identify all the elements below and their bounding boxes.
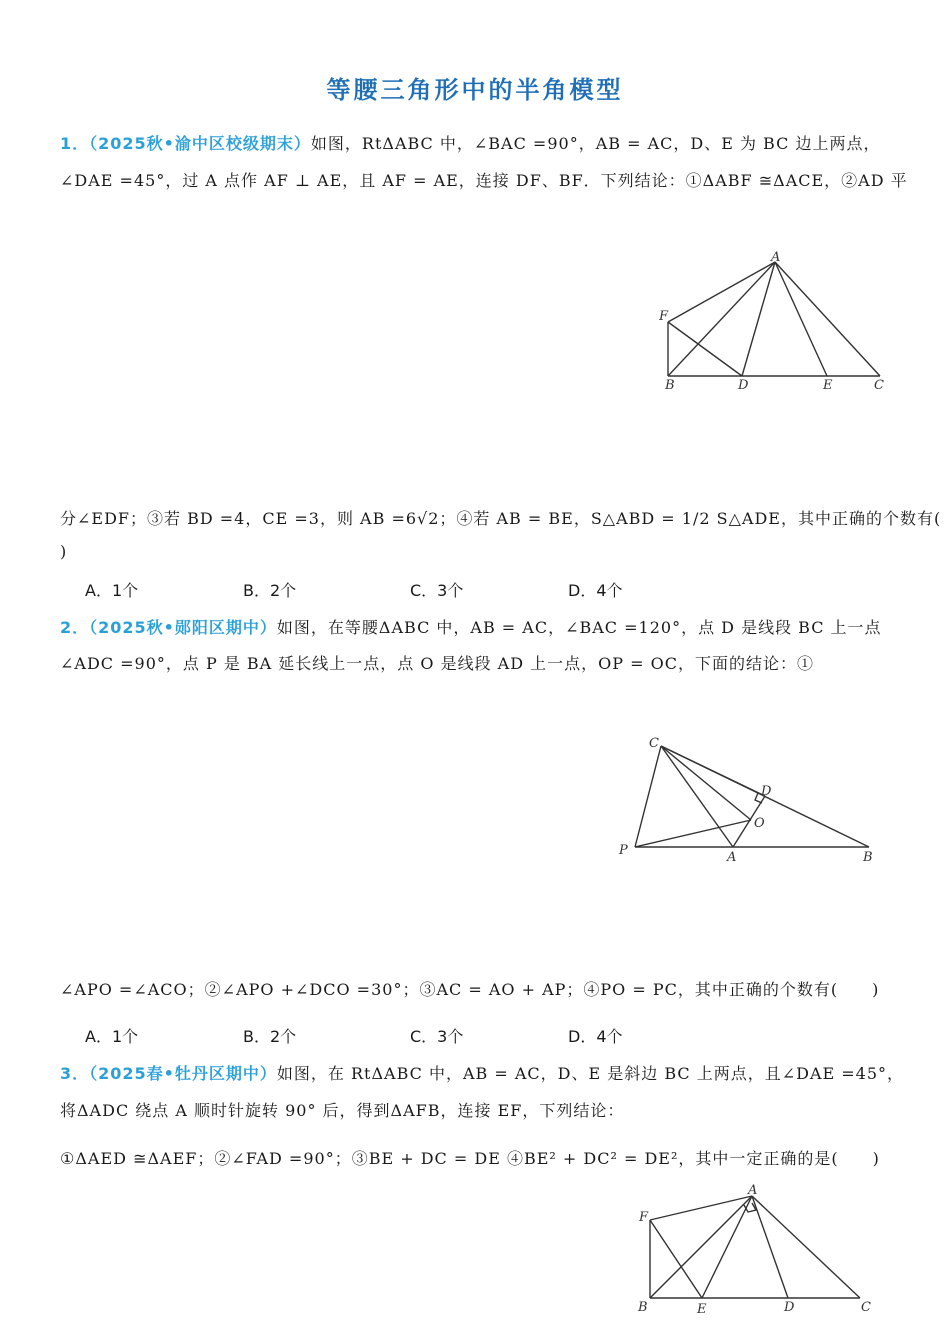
q3-label-b: B [638, 1300, 648, 1315]
q3-number: 3． [60, 1064, 90, 1083]
q2-label-d: D [761, 784, 772, 799]
q3-line3: ①ΔAED ≅ΔAEF；②∠FAD =90°；③BE + DC = DE ④BE² + DC² = DE²，其中一定正确的是( ) [60, 1149, 880, 1168]
q1-line4: ) [60, 542, 68, 561]
q1-line2: ∠DAE =45°，过 A 点作 AF ⊥ AE，且 AF = AE，连接 DF、BF．下列结论：①ΔABF ≅ΔACE，②AD 平 [60, 171, 908, 190]
q1-options [85, 578, 623, 601]
page-title: 等腰三角形中的半角模型 [326, 76, 624, 104]
q2-label-a: A [727, 850, 737, 865]
q2-number: 2． [60, 618, 90, 637]
q2-figure [615, 730, 885, 870]
q1-option-d[interactable]: D．4个 [568, 581, 623, 600]
q3-label-c: C [861, 1300, 871, 1315]
q3-label-a: A [748, 1183, 758, 1198]
q2-label-b: B [863, 850, 873, 865]
q3-label-f: F [639, 1210, 649, 1225]
q2-option-c[interactable]: C．3个 [410, 1027, 464, 1046]
q1-option-c[interactable]: C．3个 [410, 581, 464, 600]
q2-line2: ∠ADC =90°，点 P 是 BA 延长线上一点，点 O 是线段 AD 上一点，OP = OC，下面的结论：① [60, 654, 814, 673]
q2-text-1: 如图，在等腰ΔABC 中，AB = AC，∠BAC =120°，点 D 是线段 BC 上一点 [276, 618, 882, 637]
q3-label-d: D [784, 1300, 795, 1315]
q1-label-f: F [659, 309, 669, 324]
q1-figure [655, 250, 895, 395]
q2-line1 [60, 615, 900, 638]
q1-label-d: D [738, 378, 749, 393]
q1-line3: 分∠EDF；③若 BD =4，CE =3，则 AB =6√2；④若 AB = BE，S△ABD = 1/2 S△ADE，其中正确的个数有( [60, 509, 942, 528]
q1-option-a[interactable]: A．1个 [85, 581, 139, 600]
q1-line1 [60, 131, 900, 154]
q3-line2: 将ΔADC 绕点 A 顺时针旋转 90° 后，得到ΔAFB，连接 EF，下列结论： [60, 1101, 625, 1120]
q2-option-d[interactable]: D．4个 [568, 1027, 623, 1046]
q3-text-1: 如图，在 RtΔABC 中，AB = AC，D、E 是斜边 BC 上两点，且∠DAE =45°， [276, 1064, 905, 1083]
q1-label-a: A [771, 250, 781, 265]
q2-option-a[interactable]: A．1个 [85, 1027, 139, 1046]
q2-label-p: P [619, 843, 628, 858]
q2-label-o: O [754, 816, 765, 831]
q3-source: （2025春•牡丹区期中） [89, 1064, 277, 1083]
q3-figure [630, 1180, 880, 1320]
q2-line3: ∠APO =∠ACO；②∠APO +∠DCO =30°；③AC = AO + AP；④PO = PC，其中正确的个数有( ) [60, 980, 880, 999]
q3-label-e: E [697, 1302, 707, 1317]
q2-options [85, 1024, 623, 1047]
q1-label-e: E [823, 378, 833, 393]
q2-label-c: C [649, 736, 659, 751]
q1-source: （2025秋•渝中区校级期末） [89, 134, 311, 153]
q1-label-c: C [874, 378, 884, 393]
q3-line1 [60, 1061, 905, 1084]
q2-source: （2025秋•郧阳区期中） [89, 618, 277, 637]
q2-option-b[interactable]: B．2个 [243, 1027, 297, 1046]
q1-number: 1． [60, 134, 90, 153]
q1-label-b: B [665, 378, 675, 393]
q1-option-b[interactable]: B．2个 [243, 581, 297, 600]
q1-text-1: 如图，RtΔABC 中，∠BAC =90°，AB = AC，D、E 为 BC 边上两点， [310, 134, 881, 153]
